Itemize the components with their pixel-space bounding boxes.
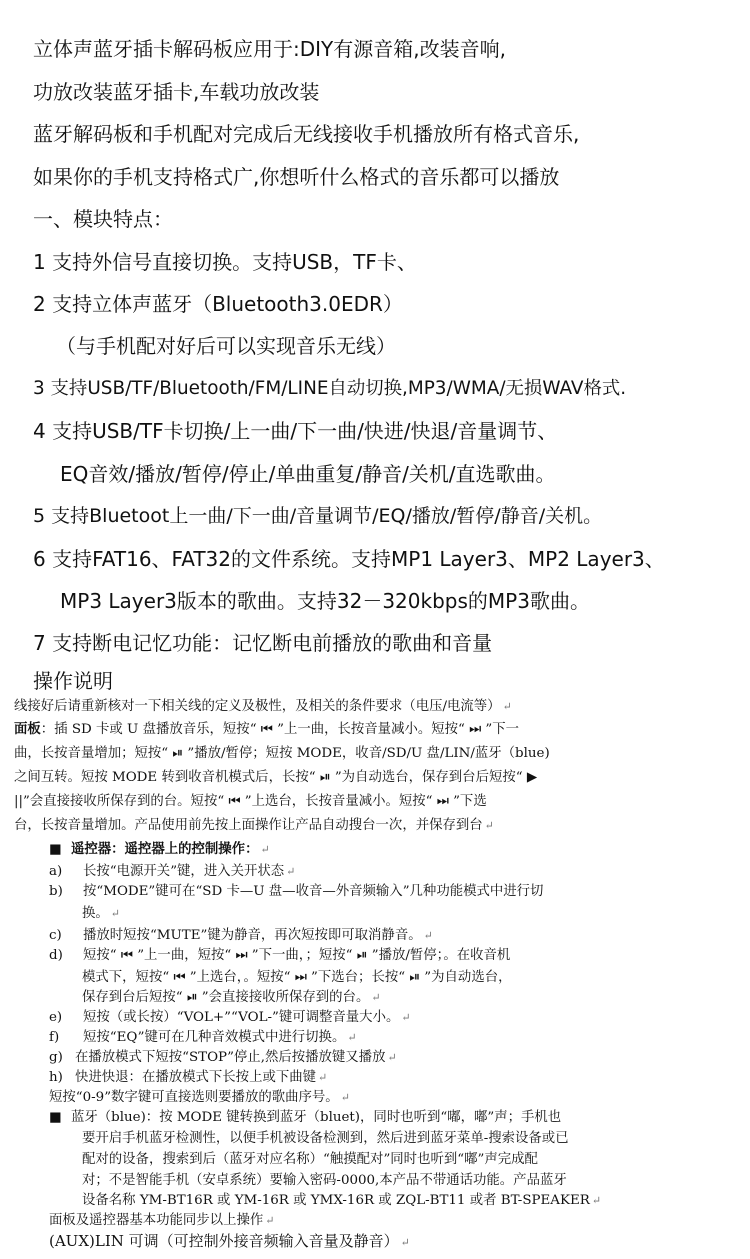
features-heading: 一、模块特点： (33, 207, 173, 231)
intro-line-1: 立体声蓝牙插卡解码板应用于:DIY有源音箱,改装音响, (33, 37, 506, 61)
bluetooth-line-1: ■ 蓝牙（blue)：按 MODE 键转换到蓝牙（bluet)，同时也听到“嘟，嘟”声；手机也 (49, 1110, 562, 1125)
intro-line-3: 蓝牙解码板和手机配对完成后无线接收手机播放所有格式音乐, (33, 122, 580, 146)
bluetooth-line-2: 要开启手机蓝牙检测性，以便手机被设备检测到，然后进到蓝牙菜单-搜索设备或已 (82, 1131, 569, 1146)
feature-1: 1 支持外信号直接切换。支持USB，TF卡、 (33, 250, 417, 274)
feature-2: 2 支持立体声蓝牙（Bluetooth3.0EDR） (33, 292, 403, 316)
remote-item-e: e) 短按（或长按）“VOL+”“VOL-”键可调整音量大小。 ↵ (49, 1010, 411, 1025)
panel-line-3: 曲，长按音量增加；短按“ ⏯ ”播放/暂停；短按 MODE，收音/SD/U 盘/LIN/蓝牙（blue) (14, 746, 550, 761)
bluetooth-line-5: 设备名称 YM-BT16R 或 YM-16R 或 YMX-16R 或 ZQL-BT11 或者 BT-SPEAKER ↵ (82, 1193, 602, 1208)
panel-line-6: 台，长按音量增加。产品使用前先按上面操作让产品自动搜台一次，并保存到台 ↵ (14, 818, 494, 833)
same-function-note: 面板及遥控器基本功能同步以上操作 ↵ (49, 1213, 275, 1228)
feature-2-note: （与手机配对好后可以实现音乐无线） (56, 334, 396, 358)
feature-6-cont: MP3 Layer3版本的歌曲。支持32－320kbps的MP3歌曲。 (60, 589, 590, 613)
remote-item-c: c) 播放时短按“MUTE”键为静音，再次短按即可取消静音。 ↵ (49, 928, 433, 943)
panel-line-4: 之间互转。短按 MODE 转到收音机模式后，长按“ ⏯ ”为自动选台，保存到台后短按“ ▶ (14, 770, 538, 785)
remote-heading: ■ 遥控器：遥控器上的控制操作： ↵ (49, 841, 270, 857)
feature-4-cont: EQ音效/播放/暂停/停止/单曲重复/静音/关机/直选歌曲。 (60, 462, 556, 486)
square-bullet-icon: ■ (49, 1110, 62, 1125)
panel-line-1: 线接好后请重新核对一下相关线的定义及极性，及相关的条件要求（电压/电流等） ↵ (14, 699, 512, 714)
intro-line-2: 功放改装蓝牙插卡,车载功放改装 (33, 80, 320, 104)
square-bullet-icon: ■ (49, 842, 62, 857)
remote-item-b-cont: 换。 ↵ (82, 906, 120, 921)
remote-item-h: h) 快进快退：在播放模式下长按上或下曲键 ↵ (49, 1070, 328, 1085)
feature-4: 4 支持USB/TF卡切换/上一曲/下一曲/快进/快退/音量调节、 (33, 419, 558, 443)
feature-6: 6 支持FAT16、FAT32的文件系统。支持MP1 Layer3、MP2 Layer3、 (33, 547, 665, 571)
feature-3: 3 支持USB/TF/Bluetooth/FM/LINE自动切换,MP3/WMA/无损WAV格式. (33, 378, 627, 399)
remote-item-f: f) 短按“EQ”键可在几种音效模式中进行切换。 ↵ (49, 1030, 357, 1045)
panel-line-5: ||”会直接接收所保存到的台。短按“ ⏮ ”上选台，长按音量减小。短按“ ⏭ ”下选 (14, 794, 487, 809)
feature-7: 7 支持断电记忆功能：记忆断电前播放的歌曲和音量 (33, 631, 493, 655)
bluetooth-line-4: 对；不是智能手机（安卓系统）要输入密码-0000,本产品不带通话功能。产品蓝牙 (82, 1173, 567, 1188)
intro-line-4: 如果你的手机支持格式广,你想听什么格式的音乐都可以播放 (33, 165, 560, 189)
bluetooth-line-3: 配对的设备，搜索到后（蓝牙对应名称）“触摸配对”同时也听到“嘟”声完成配 (82, 1152, 538, 1167)
remote-item-d-cont-1: 模式下，短按“ ⏮ ”上选台，。短按“ ⏭ ”下选台；长按“ ⏯ ”为自动选台， (82, 970, 512, 985)
feature-5: 5 支持Bluetoot上一曲/下一曲/音量调节/EQ/播放/暂停/静音/关机。 (33, 505, 603, 527)
panel-label: 面板 (14, 721, 41, 737)
operation-heading: 操作说明 (33, 669, 113, 693)
remote-item-b: b) 按“MODE”键可在“SD 卡—U 盘—收音—外音频输入”几种功能模式中进行切 (49, 884, 544, 899)
remote-item-g: g) 在播放模式下短按“STOP”停止,然后按播放键又播放 ↵ (49, 1050, 397, 1065)
remote-item-a: a) 长按“电源开关”键，进入关开状态 ↵ (49, 864, 296, 879)
remote-item-d-cont-2: 保存到台后短按“ ⏯ ”会直接接收所保存到的台。 ↵ (82, 990, 381, 1005)
aux-line: (AUX)LIN 可调（可控制外接音频输入音量及静音） ↵ (49, 1232, 410, 1250)
panel-line-2: 面板：插 SD 卡或 U 盘播放音乐，短按“ ⏮ ”上一曲，长按音量减小。短按“ ⏭ ”下一 (14, 721, 520, 737)
remote-item-d: d) 短按“ ⏮ ”上一曲，短按“ ⏭ ”下一曲，；短按“ ⏯ ”播放/暂停；。在收音机 (49, 948, 511, 963)
remote-item-digits: 短按“0-9”数字键可直接选则要播放的歌曲序号。 ↵ (49, 1090, 350, 1105)
